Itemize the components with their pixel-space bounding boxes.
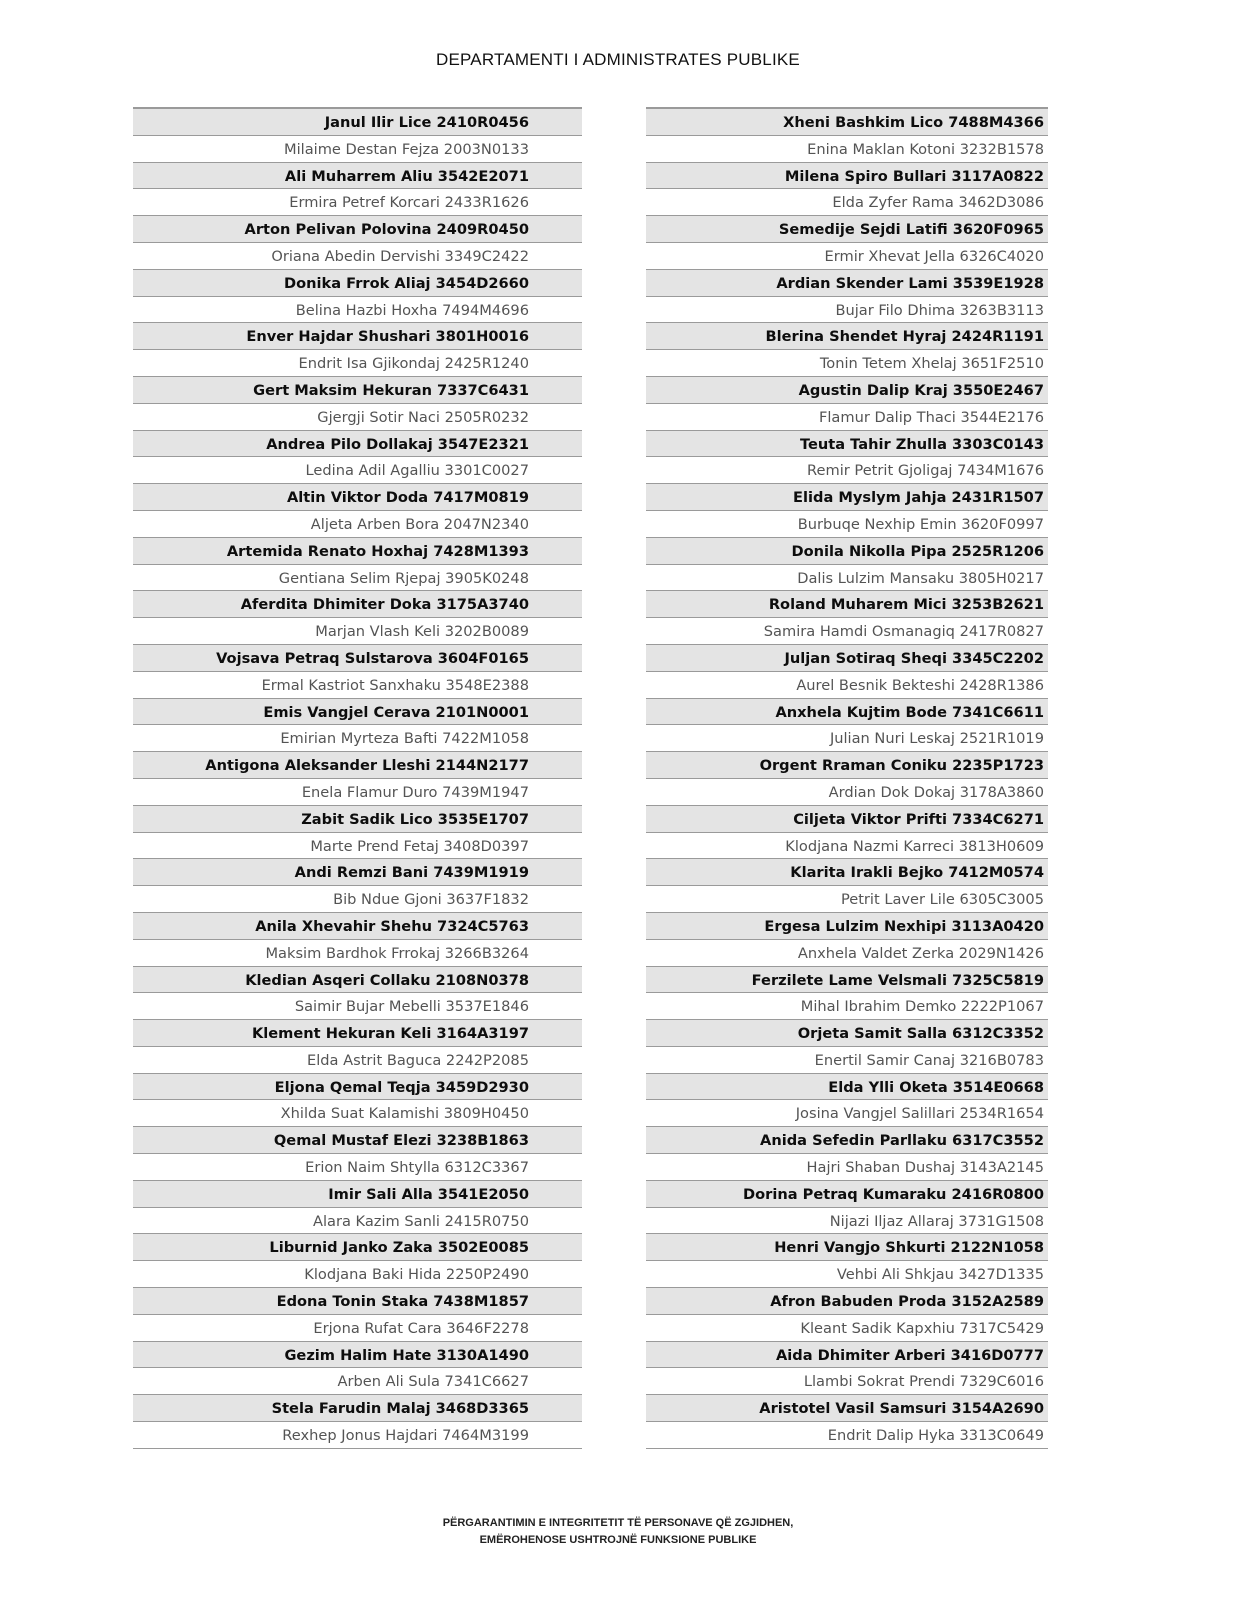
- list-item: Milaime Destan Fejza 2003N0133: [133, 136, 582, 163]
- list-item: Marjan Vlash Keli 3202B0089: [133, 618, 582, 645]
- list-item: Ergesa Lulzim Nexhipi 3113A0420: [646, 913, 1048, 940]
- list-item: Roland Muharem Mici 3253B2621: [646, 591, 1048, 618]
- list-item: Semedije Sejdi Latifi 3620F0965: [646, 216, 1048, 243]
- left-name-column: [133, 107, 582, 1449]
- list-item: Blerina Shendet Hyraj 2424R1191: [646, 323, 1048, 350]
- list-item: Endrit Isa Gjikondaj 2425R1240: [133, 350, 582, 377]
- list-item: Anxhela Kujtim Bode 7341C6611: [646, 699, 1048, 726]
- list-item: Donila Nikolla Pipa 2525R1206: [646, 538, 1048, 565]
- list-item: Imir Sali Alla 3541E2050: [133, 1181, 582, 1208]
- list-item: Klement Hekuran Keli 3164A3197: [133, 1020, 582, 1047]
- list-item: Samira Hamdi Osmanagiq 2417R0827: [646, 618, 1048, 645]
- list-item: Aida Dhimiter Arberi 3416D0777: [646, 1342, 1048, 1369]
- list-item: Hajri Shaban Dushaj 3143A2145: [646, 1154, 1048, 1181]
- list-item: Flamur Dalip Thaci 3544E2176: [646, 404, 1048, 431]
- list-item: Dorina Petraq Kumaraku 2416R0800: [646, 1181, 1048, 1208]
- list-item: Remir Petrit Gjoligaj 7434M1676: [646, 457, 1048, 484]
- list-item: Ermir Xhevat Jella 6326C4020: [646, 243, 1048, 270]
- list-item: Edona Tonin Staka 7438M1857: [133, 1288, 582, 1315]
- list-item: Gentiana Selim Rjepaj 3905K0248: [133, 565, 582, 592]
- list-item: Llambi Sokrat Prendi 7329C6016: [646, 1368, 1048, 1395]
- list-item: Bib Ndue Gjoni 3637F1832: [133, 886, 582, 913]
- list-item: Eljona Qemal Teqja 3459D2930: [133, 1074, 582, 1101]
- list-item: Bujar Filo Dhima 3263B3113: [646, 297, 1048, 324]
- list-item: Enertil Samir Canaj 3216B0783: [646, 1047, 1048, 1074]
- list-item: Emis Vangjel Cerava 2101N0001: [133, 699, 582, 726]
- list-item: Elda Ylli Oketa 3514E0668: [646, 1074, 1048, 1101]
- list-item: Burbuqe Nexhip Emin 3620F0997: [646, 511, 1048, 538]
- list-item: Altin Viktor Doda 7417M0819: [133, 484, 582, 511]
- list-item: Emirian Myrteza Bafti 7422M1058: [133, 725, 582, 752]
- list-item: Klodjana Nazmi Karreci 3813H0609: [646, 833, 1048, 860]
- list-item: Alara Kazim Sanli 2415R0750: [133, 1208, 582, 1235]
- list-item: Ardian Dok Dokaj 3178A3860: [646, 779, 1048, 806]
- list-item: Kleant Sadik Kapxhiu 7317C5429: [646, 1315, 1048, 1342]
- right-name-column: [646, 107, 1048, 1449]
- list-item: Gjergji Sotir Naci 2505R0232: [133, 404, 582, 431]
- list-item: Juljan Sotiraq Sheqi 3345C2202: [646, 645, 1048, 672]
- list-item: Arton Pelivan Polovina 2409R0450: [133, 216, 582, 243]
- list-item: Enela Flamur Duro 7439M1947: [133, 779, 582, 806]
- list-item: Ermal Kastriot Sanxhaku 3548E2388: [133, 672, 582, 699]
- list-item: Marte Prend Fetaj 3408D0397: [133, 833, 582, 860]
- list-item: Ledina Adil Agalliu 3301C0027: [133, 457, 582, 484]
- list-item: Teuta Tahir Zhulla 3303C0143: [646, 431, 1048, 458]
- list-item: Anida Sefedin Parllaku 6317C3552: [646, 1127, 1048, 1154]
- list-item: Julian Nuri Leskaj 2521R1019: [646, 725, 1048, 752]
- list-item: Endrit Dalip Hyka 3313C0649: [646, 1422, 1048, 1449]
- list-item: Xhilda Suat Kalamishi 3809H0450: [133, 1100, 582, 1127]
- list-item: Elda Astrit Baguca 2242P2085: [133, 1047, 582, 1074]
- list-item: Ferzilete Lame Velsmali 7325C5819: [646, 967, 1048, 994]
- list-item: Mihal Ibrahim Demko 2222P1067: [646, 993, 1048, 1020]
- list-item: Aurel Besnik Bekteshi 2428R1386: [646, 672, 1048, 699]
- list-item: Janul Ilir Lice 2410R0456: [133, 109, 582, 136]
- list-item: Milena Spiro Bullari 3117A0822: [646, 163, 1048, 190]
- list-item: Erion Naim Shtylla 6312C3367: [133, 1154, 582, 1181]
- list-item: Vojsava Petraq Sulstarova 3604F0165: [133, 645, 582, 672]
- list-item: Aristotel Vasil Samsuri 3154A2690: [646, 1395, 1048, 1422]
- footer-line-2: EMËROHENOSE USHTROJNË FUNKSIONE PUBLIKE: [479, 1534, 757, 1546]
- list-item: Aferdita Dhimiter Doka 3175A3740: [133, 591, 582, 618]
- list-item: Klarita Irakli Bejko 7412M0574: [646, 859, 1048, 886]
- list-item: Arben Ali Sula 7341C6627: [133, 1368, 582, 1395]
- list-item: Nijazi Iljaz Allaraj 3731G1508: [646, 1208, 1048, 1235]
- list-item: Ardian Skender Lami 3539E1928: [646, 270, 1048, 297]
- list-item: Anxhela Valdet Zerka 2029N1426: [646, 940, 1048, 967]
- list-item: Donika Frrok Aliaj 3454D2660: [133, 270, 582, 297]
- list-item: Rexhep Jonus Hajdari 7464M3199: [133, 1422, 582, 1449]
- list-item: Aljeta Arben Bora 2047N2340: [133, 511, 582, 538]
- list-item: Henri Vangjo Shkurti 2122N1058: [646, 1234, 1048, 1261]
- list-item: Oriana Abedin Dervishi 3349C2422: [133, 243, 582, 270]
- page-title: DEPARTAMENTI I ADMINISTRATES PUBLIKE: [436, 50, 800, 69]
- list-item: Gert Maksim Hekuran 7337C6431: [133, 377, 582, 404]
- list-item: Ali Muharrem Aliu 3542E2071: [133, 163, 582, 190]
- list-item: Stela Farudin Malaj 3468D3365: [133, 1395, 582, 1422]
- list-item: Enina Maklan Kotoni 3232B1578: [646, 136, 1048, 163]
- list-item: Andrea Pilo Dollakaj 3547E2321: [133, 431, 582, 458]
- list-item: Elida Myslym Jahja 2431R1507: [646, 484, 1048, 511]
- list-item: Erjona Rufat Cara 3646F2278: [133, 1315, 582, 1342]
- list-item: Orjeta Samit Salla 6312C3352: [646, 1020, 1048, 1047]
- list-item: Tonin Tetem Xhelaj 3651F2510: [646, 350, 1048, 377]
- list-item: Artemida Renato Hoxhaj 7428M1393: [133, 538, 582, 565]
- list-item: Maksim Bardhok Frrokaj 3266B3264: [133, 940, 582, 967]
- footer-line-1: PËRGARANTIMIN E INTEGRITETIT TË PERSONAVE QË ZGJIDHEN,: [442, 1517, 794, 1529]
- list-item: Dalis Lulzim Mansaku 3805H0217: [646, 565, 1048, 592]
- list-item: Klodjana Baki Hida 2250P2490: [133, 1261, 582, 1288]
- list-item: Andi Remzi Bani 7439M1919: [133, 859, 582, 886]
- list-item: Anila Xhevahir Shehu 7324C5763: [133, 913, 582, 940]
- list-item: Vehbi Ali Shkjau 3427D1335: [646, 1261, 1048, 1288]
- list-item: Qemal Mustaf Elezi 3238B1863: [133, 1127, 582, 1154]
- list-item: Orgent Rraman Coniku 2235P1723: [646, 752, 1048, 779]
- list-item: Liburnid Janko Zaka 3502E0085: [133, 1234, 582, 1261]
- list-item: Agustin Dalip Kraj 3550E2467: [646, 377, 1048, 404]
- list-item: Josina Vangjel Salillari 2534R1654: [646, 1100, 1048, 1127]
- list-item: Saimir Bujar Mebelli 3537E1846: [133, 993, 582, 1020]
- list-item: Xheni Bashkim Lico 7488M4366: [646, 109, 1048, 136]
- list-item: Ermira Petref Korcari 2433R1626: [133, 189, 582, 216]
- list-item: Kledian Asqeri Collaku 2108N0378: [133, 967, 582, 994]
- list-item: Enver Hajdar Shushari 3801H0016: [133, 323, 582, 350]
- list-item: Zabit Sadik Lico 3535E1707: [133, 806, 582, 833]
- list-item: Gezim Halim Hate 3130A1490: [133, 1342, 582, 1369]
- list-item: Petrit Laver Lile 6305C3005: [646, 886, 1048, 913]
- list-item: Ciljeta Viktor Prifti 7334C6271: [646, 806, 1048, 833]
- list-item: Afron Babuden Proda 3152A2589: [646, 1288, 1048, 1315]
- list-item: Elda Zyfer Rama 3462D3086: [646, 189, 1048, 216]
- list-item: Antigona Aleksander Lleshi 2144N2177: [133, 752, 582, 779]
- list-item: Belina Hazbi Hoxha 7494M4696: [133, 297, 582, 324]
